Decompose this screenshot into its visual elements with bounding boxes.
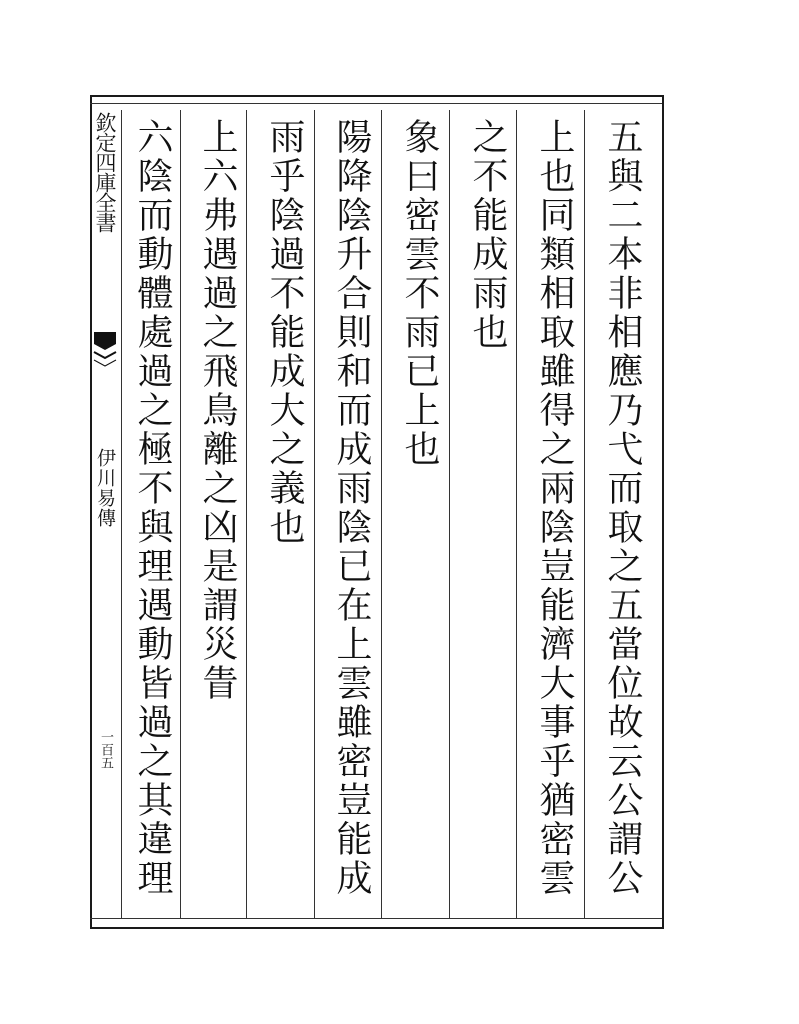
text-column: 五與二本非相應乃弋而取之五當位故云公謂公 xyxy=(602,118,643,898)
text-column: 上也同類相取雖得之兩陰豈能濟大事乎猶密雲 xyxy=(534,118,575,898)
text-column: 之不能成雨也 xyxy=(467,118,508,352)
text-column: 雨乎陰過不能成大之義也 xyxy=(264,118,305,547)
column-divider xyxy=(584,110,585,918)
fish-tail-mark-icon xyxy=(92,330,118,368)
bottom-rule xyxy=(90,918,662,919)
margin-book-title: 欽定四庫全書 xyxy=(93,112,117,232)
text-column: 六陰而動體處過之極不與理遇動皆過之其違理 xyxy=(132,118,173,898)
margin-work-title: 伊川易傳 xyxy=(94,448,116,528)
column-divider xyxy=(121,110,122,918)
text-column: 陽降陰升合則和而成雨陰已在上雲雖密豈能成 xyxy=(331,118,372,898)
top-rule xyxy=(90,103,662,104)
column-divider xyxy=(449,110,450,918)
column-divider xyxy=(180,110,181,918)
column-divider xyxy=(381,110,382,918)
column-divider xyxy=(516,110,517,918)
text-column: 上六弗遇過之飛鳥離之凶是謂災眚 xyxy=(197,118,238,703)
margin-page-number: 一百五 xyxy=(98,730,113,769)
column-divider xyxy=(246,110,247,918)
text-column: 象曰密雲不雨已上也 xyxy=(399,118,440,469)
column-divider xyxy=(314,110,315,918)
